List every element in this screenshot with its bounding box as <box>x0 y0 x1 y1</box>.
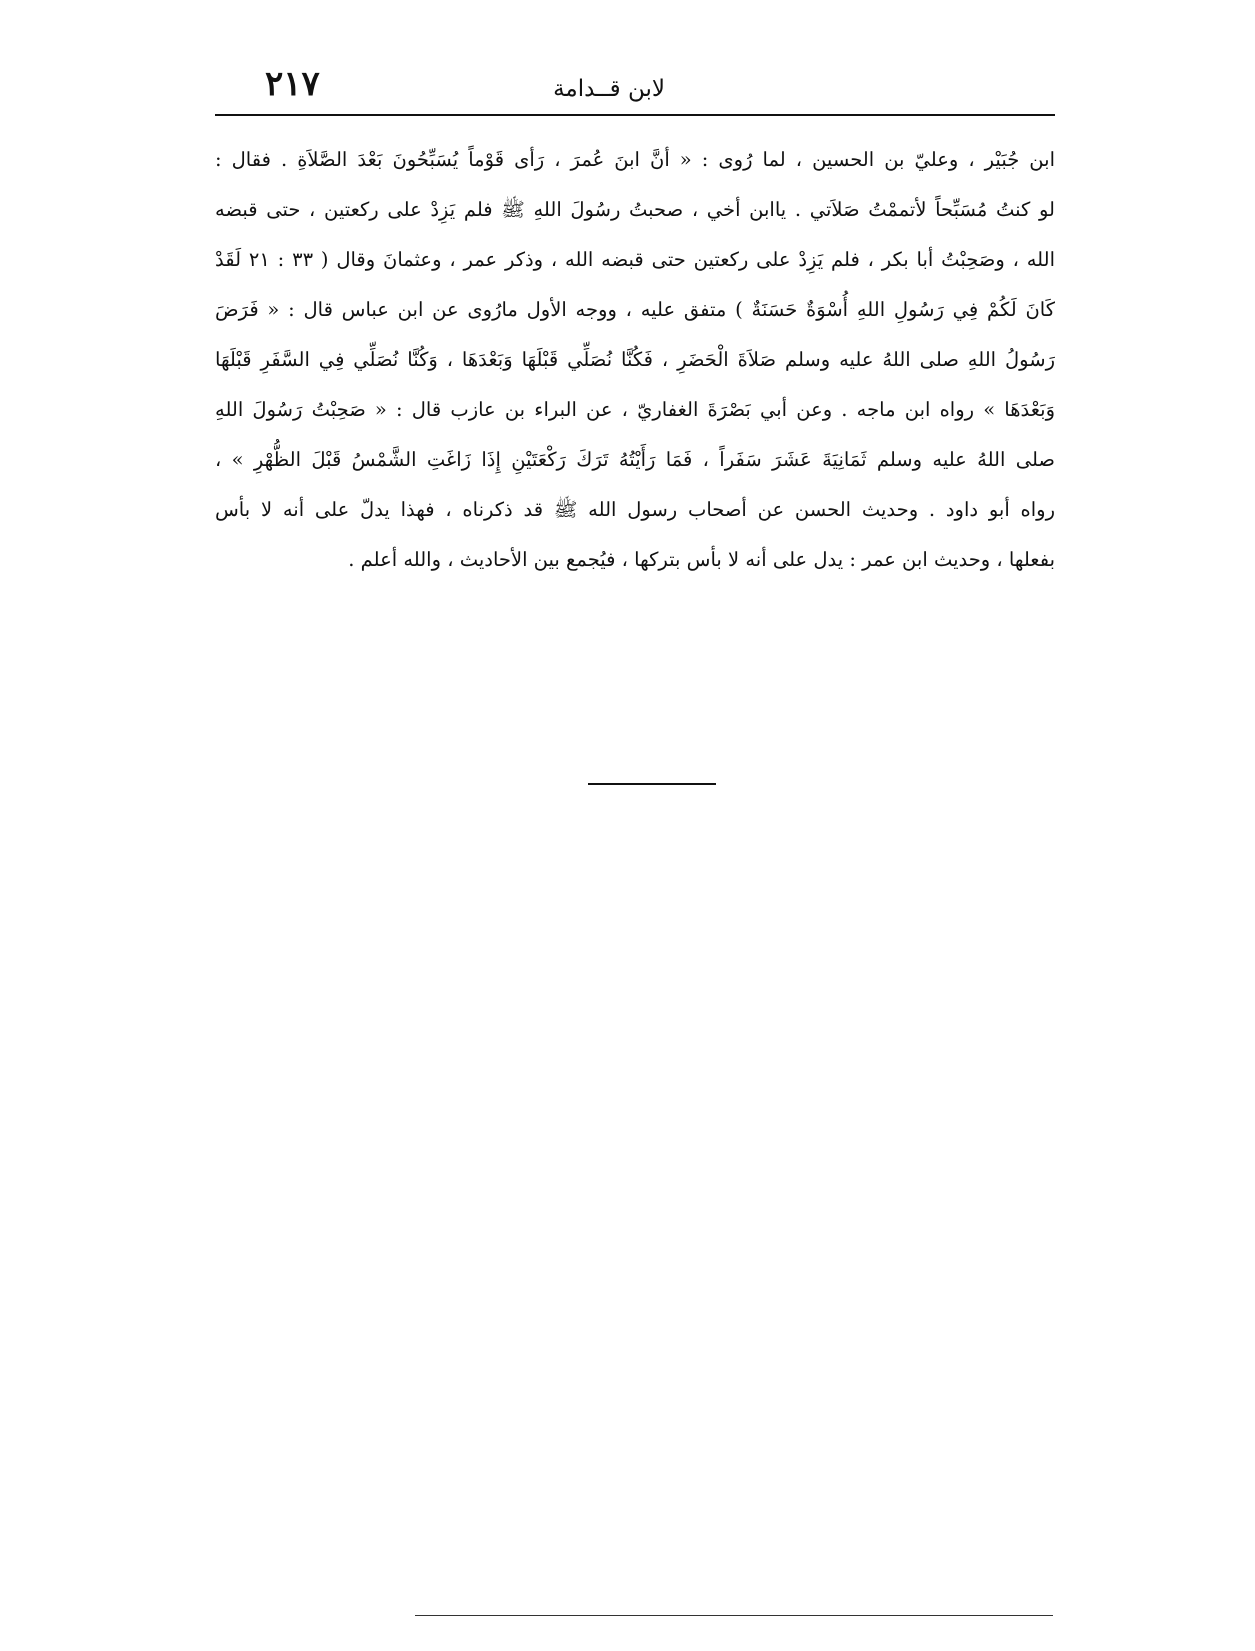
footnote-rule <box>415 1615 1053 1616</box>
text-line: وَبَعْدَهَا » رواه ابن ماجه . وعن أبي بَصْرَةَ الغفاريّ ، عن البراء بن عازب قال : « صَحِبْتُ رَسُولَ اللهِ <box>215 398 1055 421</box>
text-line: ابن جُبَيْر ، وعليّ بن الحسين ، لما رُوى : « أنَّ ابنَ عُمرَ ، رَأى قَوْماً يُسَبِّحُونَ بَعْدَ الصَّلاَةِ . فقال : <box>215 148 1055 171</box>
running-header <box>215 60 1055 112</box>
running-title: لابن قــدامة <box>553 76 665 102</box>
text-line: رَسُولُ اللهِ صلى اللهُ عليه وسلم صَلاَةَ الْحَضَرِ ، فَكُنَّا نُصَلِّي قَبْلَهَا وَبَعْدَهَا ، وَكُنَّا نُصَلِّي فِي السَّفَرِ قَبْلَهَا <box>215 348 1055 371</box>
section-end-rule <box>588 783 716 785</box>
page-number: ٢١٧ <box>265 64 320 104</box>
text-line: رواه أبو داود . وحديث الحسن عن أصحاب رسول الله ﷺ قد ذكرناه ، فهذا يدلّ على أنه لا بأس <box>215 498 1055 521</box>
text-line: صلى اللهُ عليه وسلم ثَمَانِيَةَ عَشَرَ سَفَراً ، فَمَا رَأَيْتُهُ تَرَكَ رَكْعَتَيْنِ إِذَا زَاغَتِ الشَّمْسُ قَبْلَ الظُّهْرِ » ، <box>215 448 1055 471</box>
text-line: كَانَ لَكُمْ فِي رَسُولِ اللهِ أُسْوَةٌ حَسَنَةٌ ) متفق عليه ، ووجه الأول مارُوى عن ابن عباس قال : « فَرَضَ <box>215 298 1055 321</box>
text-line: الله ، وصَحِبْتُ أبا بكر ، فلم يَزِدْ على ركعتين حتى قبضه الله ، وذكر عمر ، وعثمانَ وقال ( ٣٣ : ٢١ لَقَدْ <box>215 248 1055 271</box>
body-text <box>215 135 1055 585</box>
header-rule <box>215 114 1055 116</box>
text-line: لو كنتُ مُسَبِّحاً لأتممْتُ صَلاَتي . ياابن أخي ، صحبتُ رسُولَ اللهِ ﷺ فلم يَزِدْ على ركعتين ، حتى قبضه <box>215 198 1055 221</box>
text-line: بفعلها ، وحديث ابن عمر : يدل على أنه لا بأس بتركها ، فيُجمع بين الأحاديث ، والله أعلم . <box>348 548 1055 571</box>
